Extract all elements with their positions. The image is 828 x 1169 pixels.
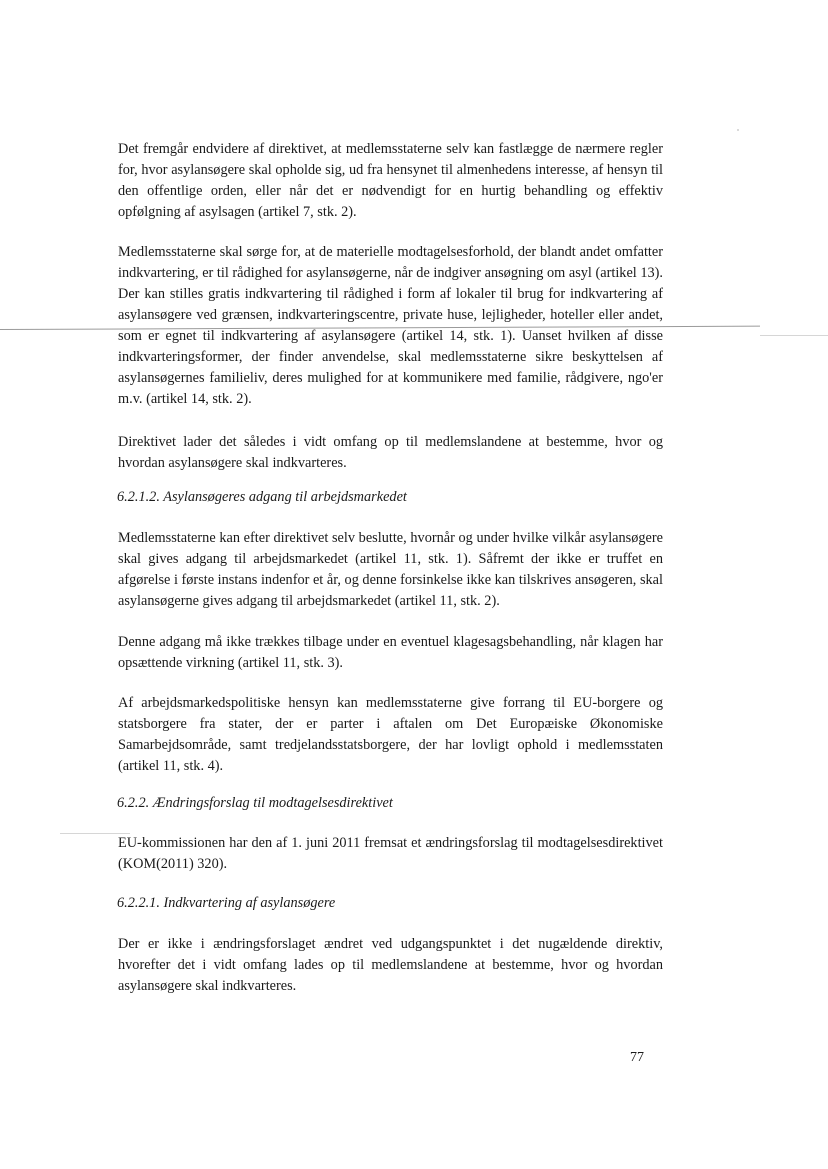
paragraph-housing-discretion: Direktivet lader det således i vidt omfang op til medlemslandene at bestemme, hvor og hvordan asylansøgere skal indkvarteres. <box>118 434 663 471</box>
page-number: 77 <box>630 1050 644 1065</box>
paragraph-appeal-access: Denne adgang må ikke trækkes tilbage under en eventuel klagesagsbehandling, når klagen har opsættende virkning (artikel 11, stk. 3). <box>118 634 663 671</box>
paragraph-material-reception: Medlemsstaterne skal sørge for, at de materielle modtagelsesforhold, der blandt andet omfatter indkvartering, er til rådighed for asylansøgerne, når de indgiver ansøgning om asyl (artikel 13). Der kan stilles gratis indkvartering til rådighed i form af lokaler til brug for indkvartering af asylansøgere ved grænsen, indkvarteringscentre, private huse, lejligheder, hoteller eller andet, som er egnet til indkvartering af asylansøgere (artikel 14, stk. 1). Uanset hvilken af disse indkvarteringsformer, der finder anvendelse, skal medlemsstaterne sikre beskyttelsen af asylansøgernes familieliv, deres mulighed for at kommunikere med familie, rådgivere, ngo'er m.v. (artikel 14, stk. 2). <box>118 244 663 407</box>
section-heading-housing-asylum-seekers: 6.2.2.1. Indkvartering af asylansøgere <box>117 895 336 911</box>
paragraph-commission-proposal: EU-kommissionen har den af 1. juni 2011 fremsat et ændringsforslag til modtagelsesdirektivet (KOM(2011) 320). <box>118 835 663 872</box>
paragraph-priority-rules: Af arbejdsmarkedspolitiske hensyn kan medlemsstaterne give forrang til EU-borgere og statsborgere fra stater, der er parter i aftalen om Det Europæiske Økonomiske Samarbejdsområde, samt tredjelandsstatsborgere, der har lovligt ophold i medlemsstaten (artikel 11, stk. 4). <box>118 695 663 774</box>
scan-artifact-line <box>760 335 828 336</box>
section-heading-amendment-proposal: 6.2.2. Ændringsforslag til modtagelsesdirektivet <box>117 795 393 811</box>
paragraph-amendment-housing: Der er ikke i ændringsforslaget ændret ved udgangspunktet i det nugældende direktiv, hvorefter det i vidt omfang lades op til medlemslandene at bestemme, hvor og hvordan asylansøgere skal indkvarteres. <box>118 936 663 994</box>
scan-speck <box>737 129 739 131</box>
section-heading-labour-market-access: 6.2.1.2. Asylansøgeres adgang til arbejdsmarkedet <box>117 489 407 505</box>
paragraph-labour-market-rules: Medlemsstaterne kan efter direktivet selv beslutte, hvornår og under hvilke vilkår asylansøgere skal gives adgang til arbejdsmarkedet (artikel 11, stk. 1). Såfremt der ikke er truffet en afgørelse i første instans indenfor et år, og denne forsinkelse ikke kan tilskrives ansøgeren, skal asylansøgerne gives adgang til arbejdsmarkedet (artikel 11, stk. 2). <box>118 530 663 609</box>
paragraph-residence-rules: Det fremgår endvidere af direktivet, at medlemsstaterne selv kan fastlægge de nærmere regler for, hvor asylansøgere skal opholde sig, ud fra hensynet til almenhedens interesse, af hensyn til den offentlige orden, eller når det er nødvendigt for en hurtig behandling og effektiv opfølgning af asylsagen (artikel 7, stk. 2). <box>118 141 663 220</box>
